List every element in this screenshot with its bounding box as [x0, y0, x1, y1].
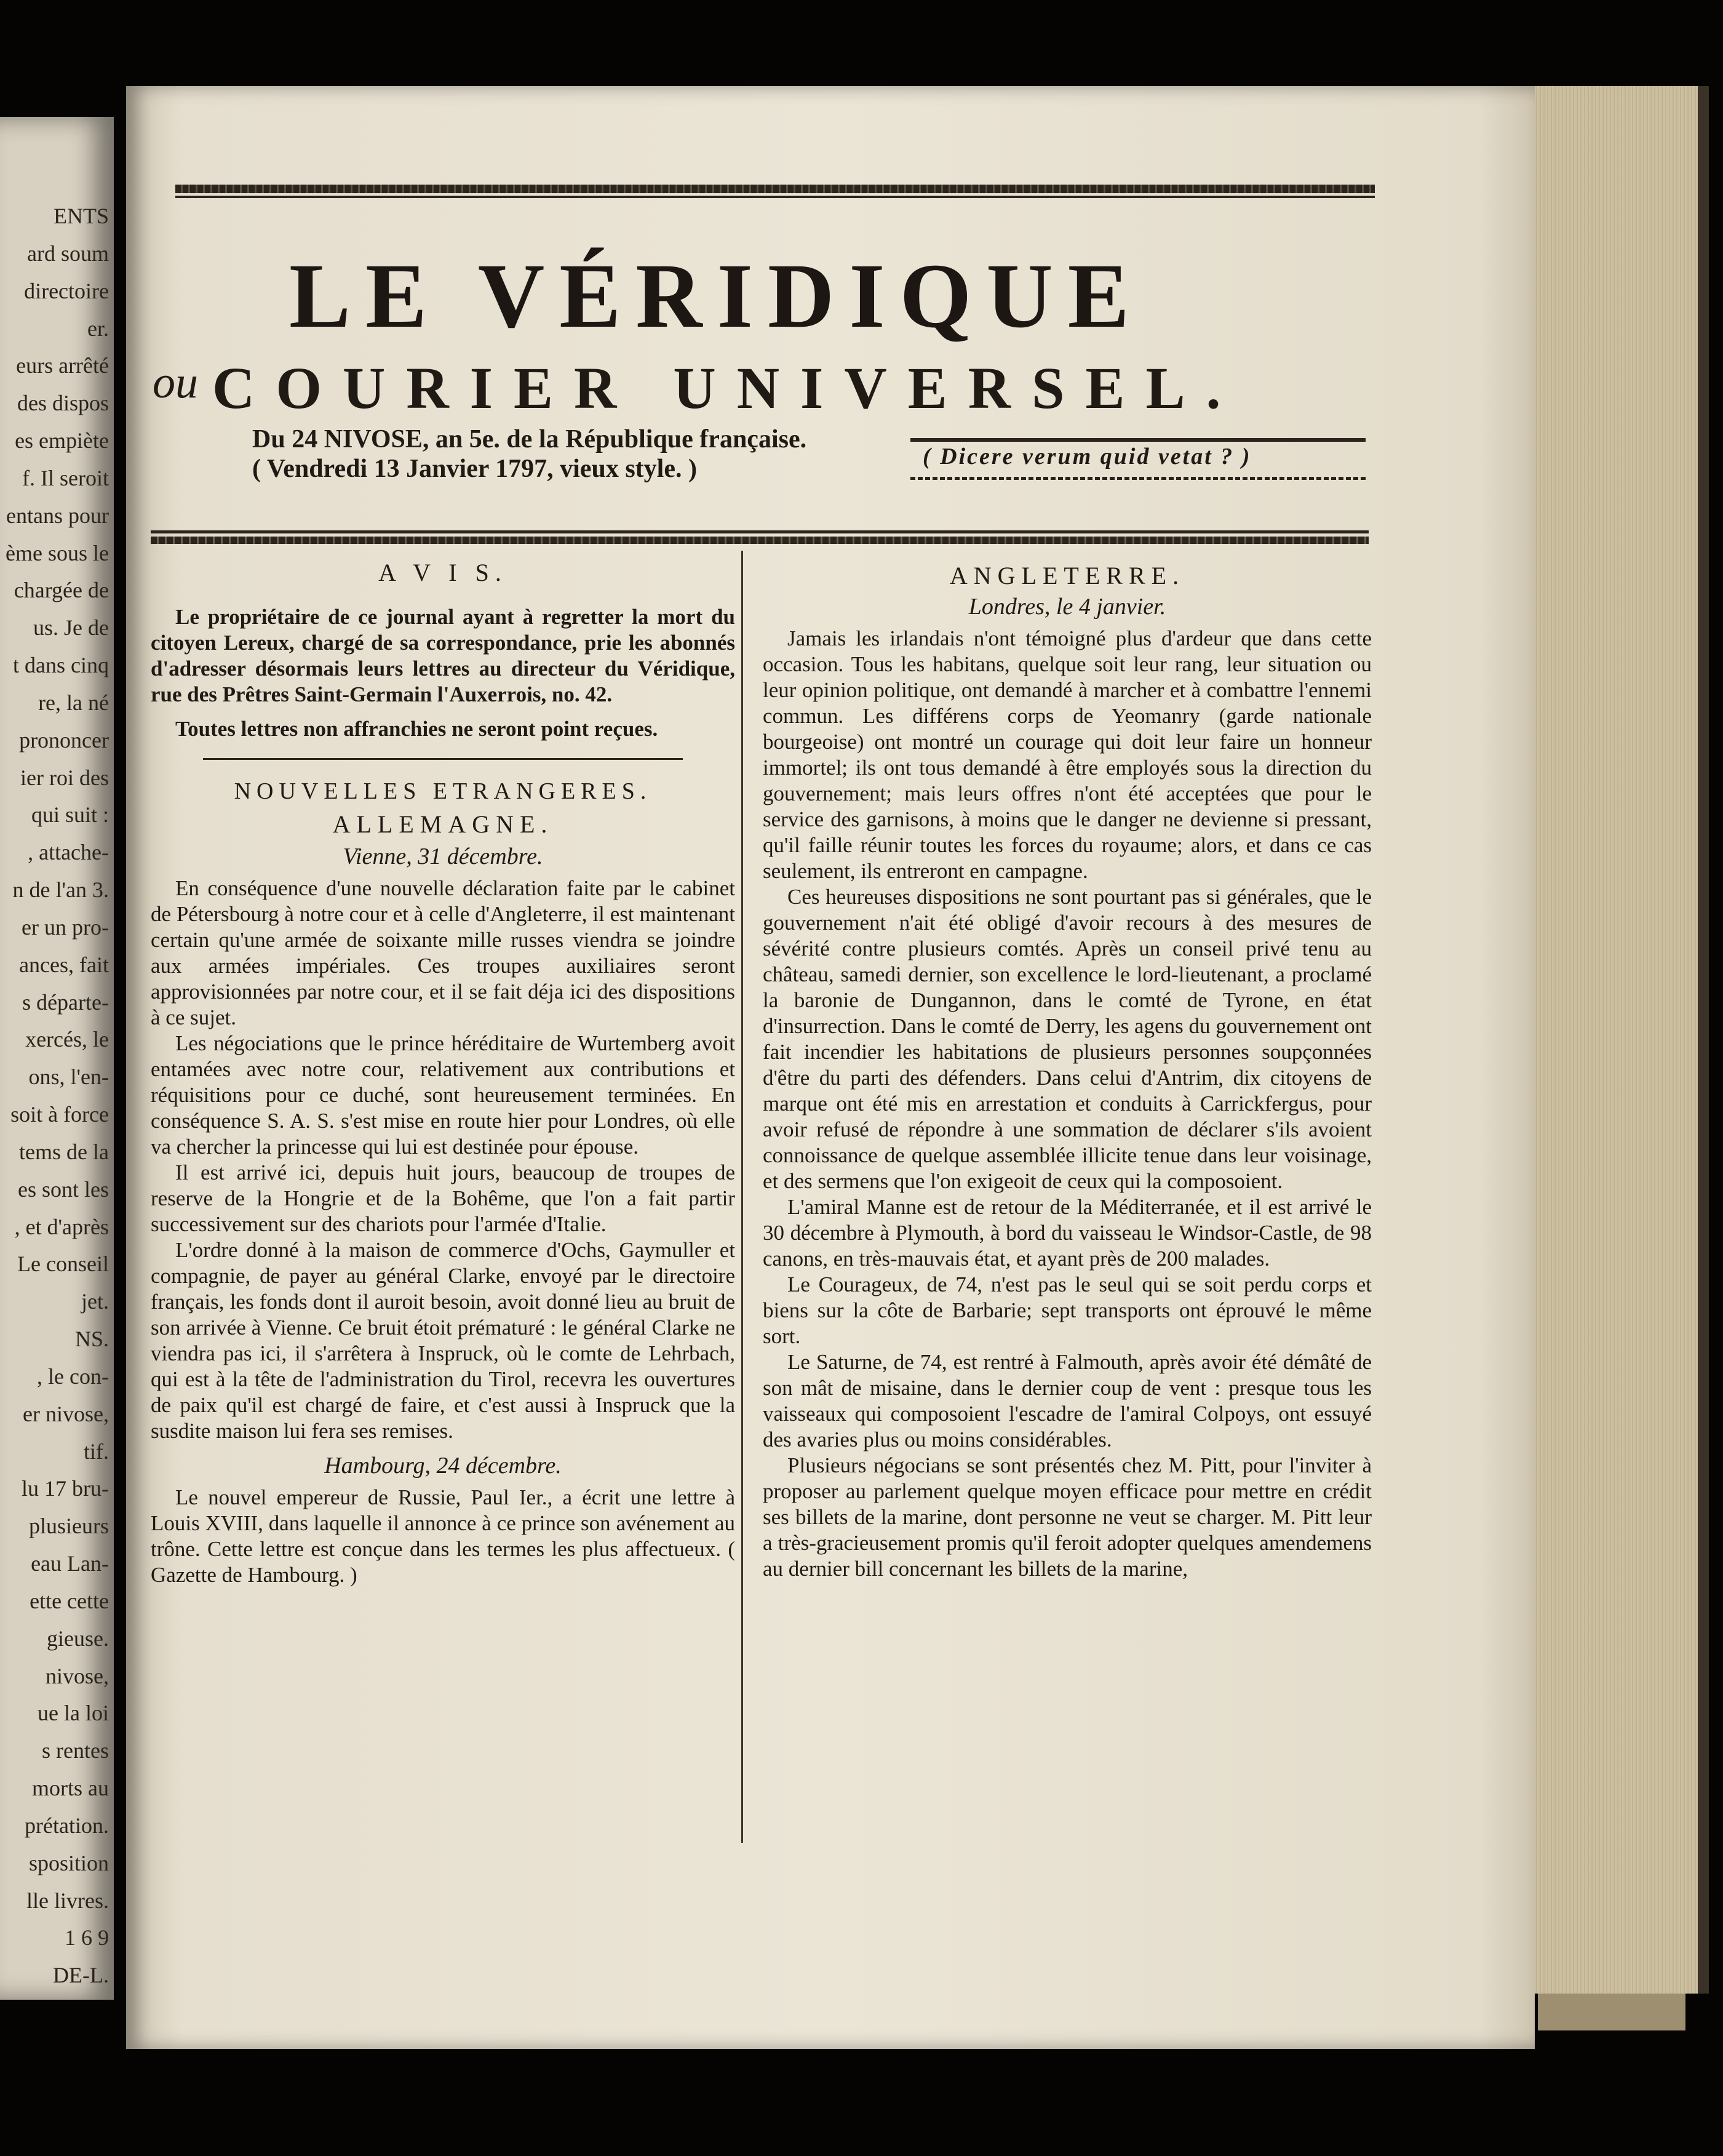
left-page-line: directoire	[24, 279, 109, 303]
left-page-line: xercés, le	[25, 1027, 109, 1052]
left-page-line: s rentes	[42, 1738, 109, 1763]
motto-rule	[910, 438, 1366, 442]
article-paragraph: Il est arrivé ici, depuis huit jours, beaucoup de troupes de reserve de la Hongrie et de la Bohême, que l'on a fait partir successivement sur des chariots pour l'armée d'Italie.	[151, 1160, 735, 1236]
left-page-line: des dispos	[17, 391, 109, 415]
left-page-line: ENTS	[54, 204, 109, 228]
book-page-edges	[1519, 86, 1709, 1994]
left-page-line: t dans cinq	[13, 653, 109, 677]
left-page-line: ème sous le	[6, 541, 109, 565]
left-page-line: , le con-	[37, 1364, 109, 1389]
left-page-line: nivose,	[46, 1664, 109, 1688]
book-edge-bottom	[1538, 1994, 1685, 2030]
avis-heading: A V I S.	[378, 559, 507, 586]
article-paragraph: Les négociations que le prince héréditaire de Wurtemberg avoit entamées avec notre cour, relativement aux contributions et réquisitions pour ce duché, sont heureusement terminées. En conséquence S. A. S. s'est mise en route hier pour Londres, où elle va chercher la princesse qui lui est destinée pour épouse.	[151, 1031, 735, 1159]
dateline-hambourg: Hambourg, 24 décembre.	[324, 1453, 562, 1479]
article-paragraph: Le Saturne, de 74, est rentré à Falmouth, après avoir été démâté de son mât de misaine, dans le dernier coup de vent : presque tous les vaisseaux qui composoient l'escadre de l'amiral Colpoys, ont essuyé des avaries plus ou moins considérables.	[763, 1350, 1372, 1451]
left-page-line: tems de la	[19, 1140, 109, 1164]
left-page-line: f. Il seroit	[22, 466, 109, 490]
facing-page-edge	[0, 117, 114, 2000]
article-paragraph: Jamais les irlandais n'ont témoigné plus d'ardeur que dans cette occasion. Tous les habitans, quelque soit leur rang, leur situation ou leur opinion politique, ont demandé à marcher et à combattre l'ennemi commun. Les différens corps de Yeomanry (garde nationale bourgeoise) ont montré un courage qui doit leur faire un honneur immortel; ils ont tous demandé à être employés sous la direction du gouvernement; mais leurs offres n'ont été acceptées que pour le service des garnisons, à moins que le danger ne devienne si pressant, qu'il faille réunir toutes les forces du royaume; alors, et dans ce cas seulement, ils entreront en campagne.	[763, 626, 1372, 883]
left-page-line: prétation.	[25, 1813, 109, 1838]
article-paragraph: L'ordre donné à la maison de commerce d'Ochs, Gaymuller et compagnie, de payer au général Clarke, envoyé par le directoire français, les fonds dont il auroit besoin, avoit donné lieu au bruit de son arrivée à Vienne. Ce bruit étoit prématuré : le général Clarke ne viendra pas ici, il s'arrêtera à Inspruck, où le comte de Lehrbach, qui est à la tête de l'administration du Tirol, recevra les ouvertures de paix qu'il est chargé de faire, et c'est aussi à Inspruck que la susdite maison lui fera ses remises.	[151, 1238, 735, 1443]
left-page-line: es empiète	[15, 428, 109, 453]
left-page-line: sposition	[28, 1851, 109, 1875]
article-paragraph: Le Courageux, de 74, n'est pas le seul qui se soit perdu corps et biens sur la côte de Barbarie; sept transports ont éprouvé le même sort.	[763, 1272, 1372, 1348]
left-page-line: er.	[87, 316, 109, 341]
left-page-line: entans pour	[6, 503, 109, 528]
left-page-line: er nivose,	[23, 1402, 109, 1426]
motto: ( Dicere verum quid vetat ? )	[923, 444, 1252, 469]
left-page-line: eurs arrêté	[16, 353, 109, 378]
left-page-line: eau Lan-	[31, 1551, 109, 1576]
header-rule-thick	[151, 537, 1369, 544]
left-page-line: gieuse.	[47, 1626, 109, 1651]
article-paragraph: Le nouvel empereur de Russie, Paul Ier., a écrit une lettre à Louis XVIII, dans laquelle il annonce à ce prince son avénement au trône. Cette lettre est conçue dans les termes les plus affectueux. ( Gazette de Hambourg. )	[151, 1485, 735, 1587]
article-paragraph: Ces heureuses dispositions ne sont pourtant pas si générales, que le gouvernement n'ait été obligé d'avoir recours à des mesures de sévérité contre plusieurs comtés. Après un conseil privé tenu au château, samedi dernier, son excellence le lord-lieutenant, a proclamé la baronie de Dungannon, dans le comté de Tyrone, en état d'insurrection. Dans le comté de Derry, les agens du gouvernement ont fait incendier les habitations de plusieurs personnes soupçonnées d'être du parti des défenders. Dans celui d'Antrim, dix citoyens de marque ont été mis en arrestation et conduits à Carrickfergus, pour avoir refusé de répondre à une sommation de déclarer s'ils avoient connoissance de quelque assemblée illicite tenue dans leur voisinage, et des sermens que l'on exigeoit de ceux qui la composoient.	[763, 885, 1372, 1193]
left-page-line: re, la né	[38, 690, 109, 715]
left-page-line: chargée de	[14, 578, 109, 602]
left-page-line: jet.	[81, 1289, 109, 1314]
column-divider	[741, 551, 743, 1843]
left-page-line: ances, fait	[19, 952, 109, 977]
left-page-line: qui suit :	[31, 802, 109, 827]
left-page-line: er un pro-	[22, 915, 109, 940]
section-rule	[203, 758, 683, 760]
section-heading: NOUVELLES ETRANGERES.	[234, 778, 652, 804]
country-heading-angleterre: ANGLETERRE.	[949, 562, 1185, 589]
left-page-line: , attache-	[28, 840, 109, 864]
header-rule	[151, 530, 1369, 533]
dateline-vienne: Vienne, 31 décembre.	[343, 844, 543, 869]
article-paragraph: L'amiral Manne est de retour de la Méditerranée, et il est arrivé le 30 décembre à Plymouth, à bord du vaisseau le Windsor-Castle, de 98 canons, en très-mauvais état, et ayant près de 200 malades.	[763, 1195, 1372, 1271]
left-page-line: , et d'après	[14, 1215, 109, 1239]
left-page-line: 1 6 9	[65, 1925, 109, 1950]
left-page-line: tif.	[84, 1439, 109, 1464]
newspaper-title: LE VÉRIDIQUE	[289, 245, 1144, 347]
left-page-line: ette cette	[30, 1589, 109, 1613]
left-page-line: soit à force	[10, 1102, 109, 1127]
article-paragraph: Plusieurs négocians se sont présentés chez M. Pitt, pour l'inviter à proposer au parlement quelque moyen efficace pour mettre en crédit ses billets de la marine, dont personne ne veut se charger. M. Pitt leur a très-gracieusement promis qu'il feroit adopter quelques amendemens au dernier bill concernant les billets de la marine,	[763, 1453, 1372, 1581]
subtitle-ou: ou	[153, 357, 198, 408]
left-page-line: us. Je de	[33, 615, 109, 640]
left-page-line: n de l'an 3.	[12, 877, 109, 902]
left-page-line: es sont les	[18, 1177, 109, 1202]
masthead-rule	[175, 185, 1375, 193]
dateline-londres: Londres, le 4 janvier.	[968, 594, 1166, 620]
left-page-line: DE-L.	[53, 1963, 109, 1987]
left-page-line: morts au	[32, 1776, 109, 1800]
country-heading-allemagne: ALLEMAGNE.	[332, 810, 554, 838]
left-page-line: plusieurs	[29, 1514, 109, 1538]
left-page-line: ard soum	[27, 241, 109, 266]
left-page-line: NS.	[74, 1327, 109, 1351]
left-page-line: Le conseil	[17, 1252, 109, 1276]
left-page-line: ue la loi	[38, 1701, 109, 1725]
left-page-line: lu 17 bru-	[22, 1476, 109, 1501]
right-column	[763, 563, 1372, 1582]
left-page-line: prononcer	[19, 728, 109, 753]
avis-note: Toutes lettres non affranchies ne seront point reçues.	[175, 717, 658, 741]
newspaper-subtitle: COURIER UNIVERSEL.	[212, 355, 1242, 421]
left-page-line: ier roi des	[20, 765, 109, 790]
left-page-line: ons, l'en-	[28, 1064, 109, 1089]
issue-date-republican: Du 24 NIVOSE, an 5e. de la République française.	[252, 425, 807, 453]
left-column	[151, 560, 735, 1588]
avis-body: Le propriétaire de ce journal ayant à regretter la mort du citoyen Lereux, chargé de sa correspondance, prie les abonnés d'adresser désormais leurs lettres au directeur du Véridique, rue des Prêtres Saint-Germain l'Auxerrois, no. 42.	[151, 605, 735, 706]
left-page-line: s départe-	[22, 990, 109, 1015]
article-paragraph: En conséquence d'une nouvelle déclaration faite par le cabinet de Pétersbourg à notre cour et à celle d'Angleterre, il est maintenant certain qu'une armée de soixante mille russes viendra se joindre aux armées impériales. Ces troupes auxiliaires seront approvisionnées par notre cour, et il se fait déja ici des dispositions à ce sujet.	[151, 876, 735, 1029]
motto-rule-dashed	[910, 477, 1366, 480]
masthead-rule-thin	[175, 196, 1375, 198]
left-page-line: lle livres.	[26, 1888, 109, 1913]
issue-date-gregorian: ( Vendredi 13 Janvier 1797, vieux style. )	[252, 455, 697, 483]
